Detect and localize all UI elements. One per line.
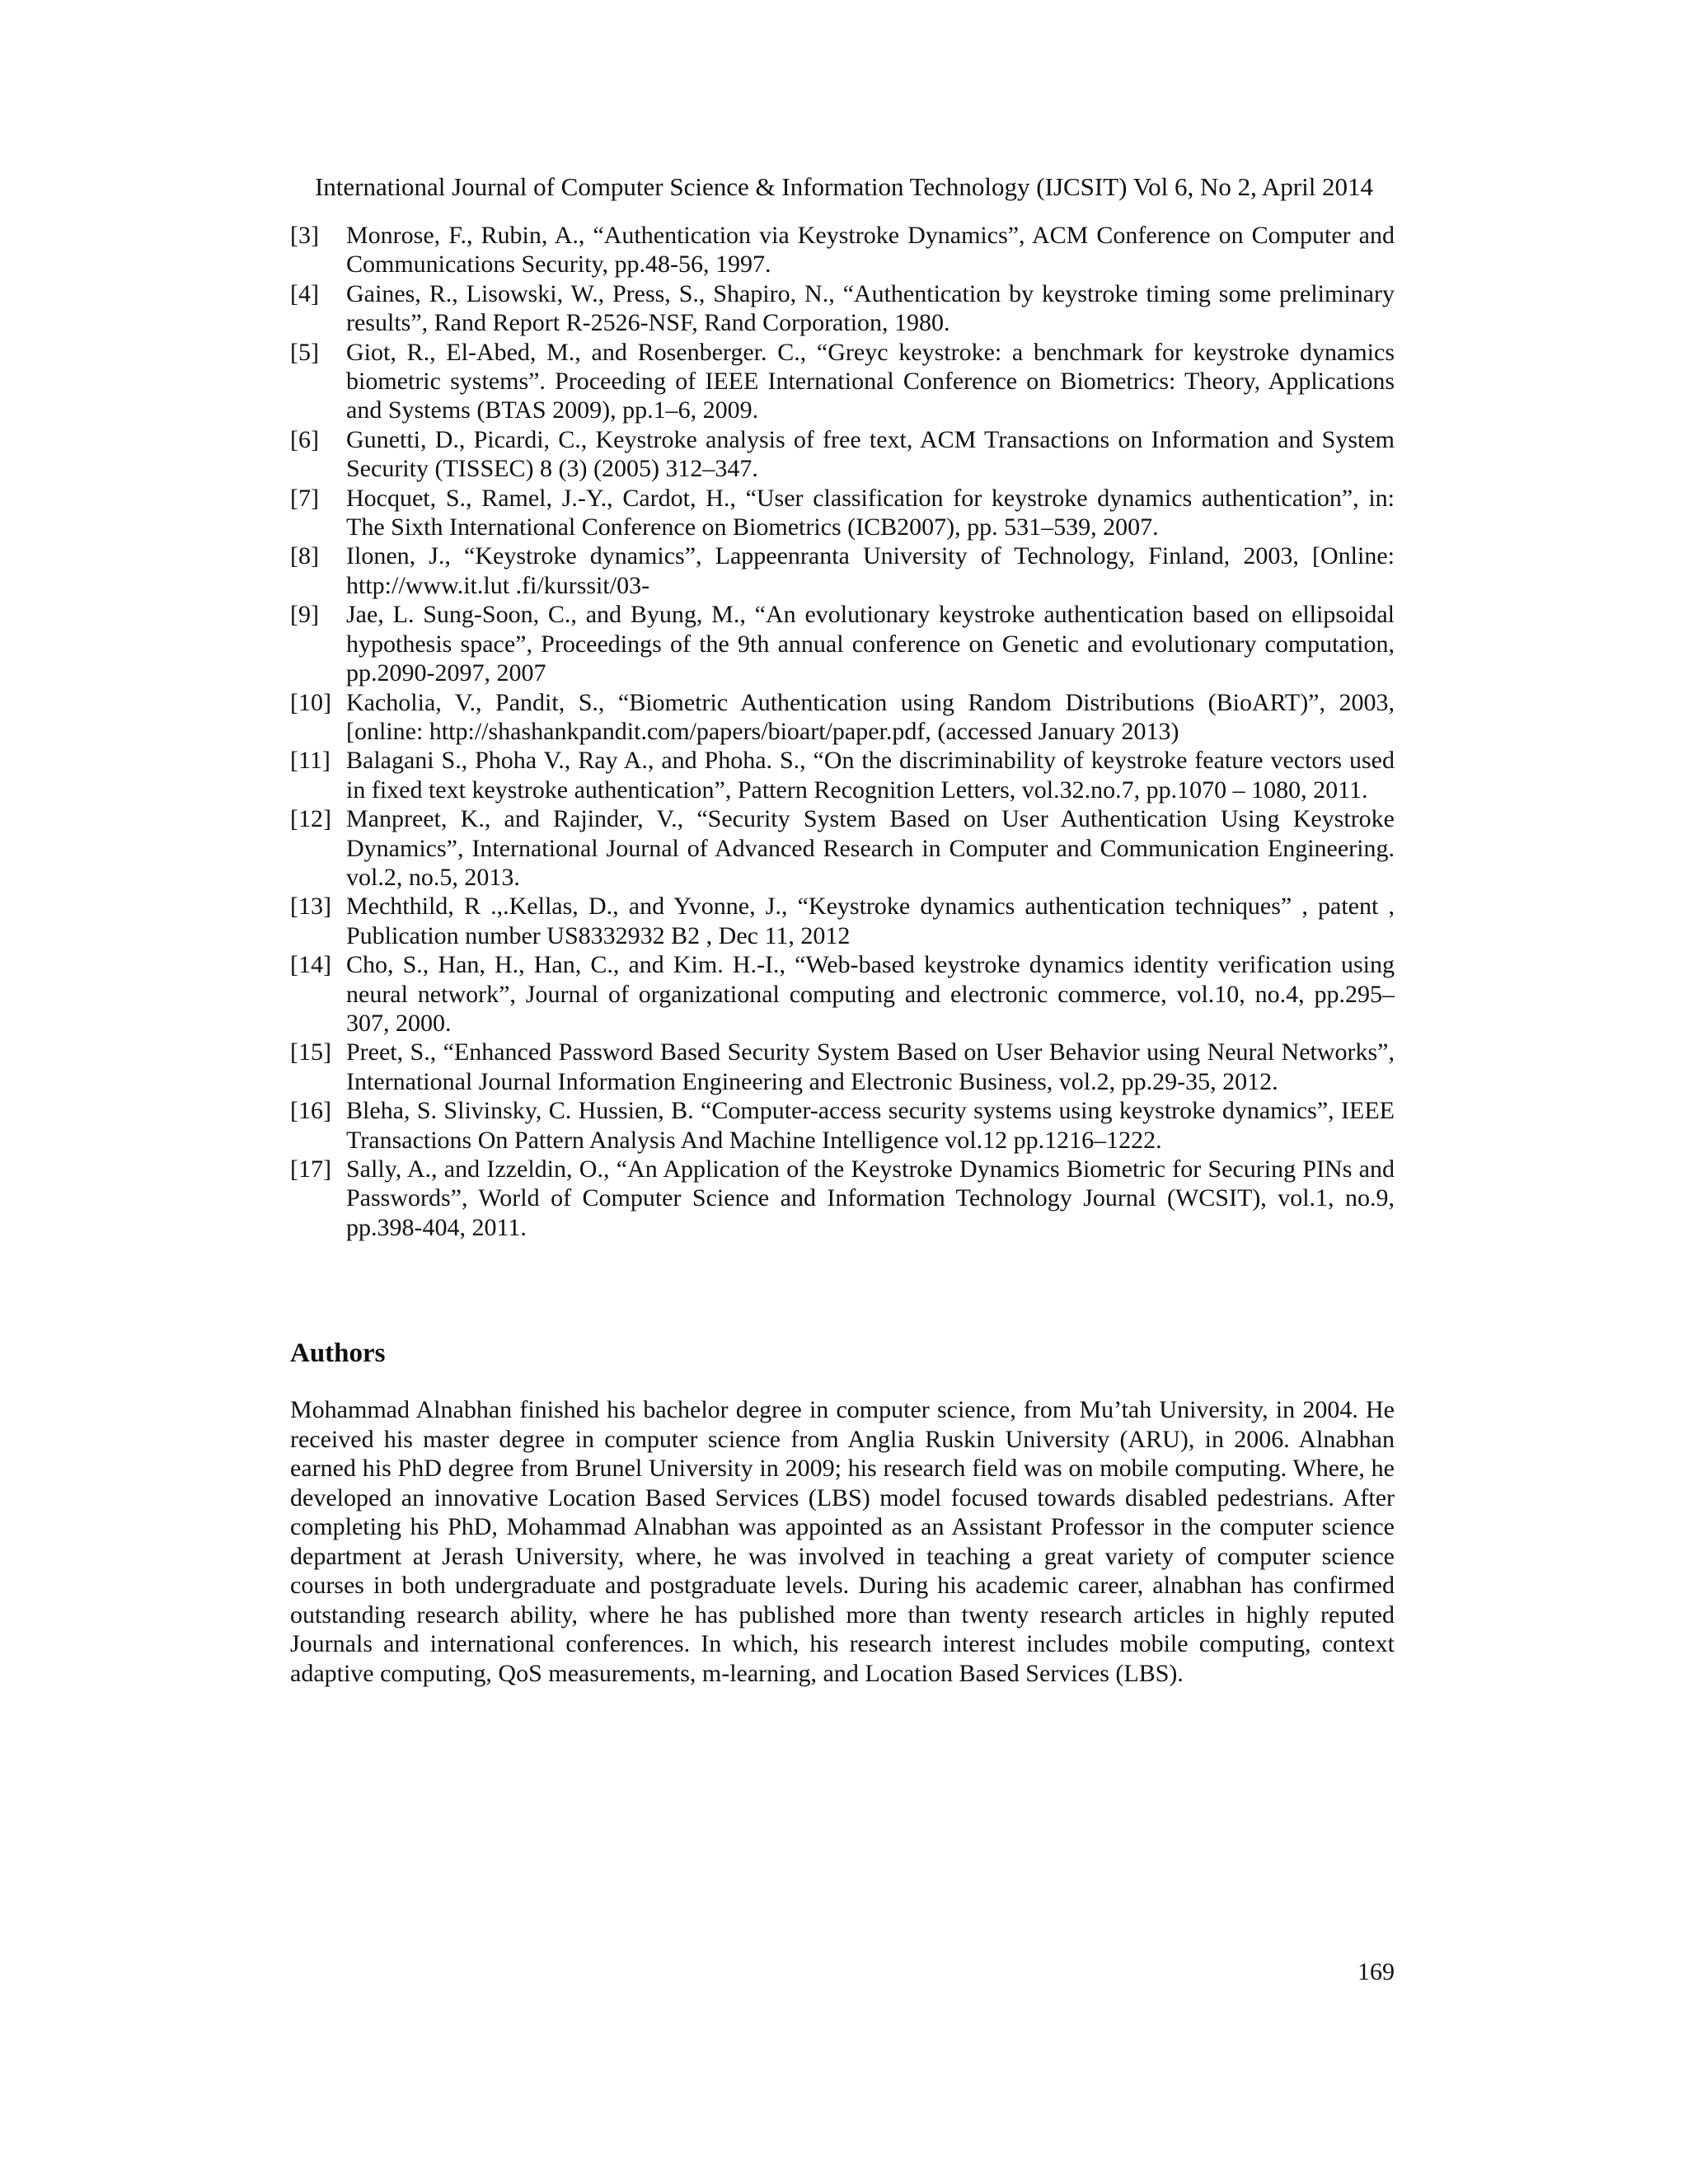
reference-number: [9]	[290, 601, 319, 629]
reference-item	[290, 279, 1395, 338]
reference-item	[290, 600, 1395, 687]
page-number: 169	[1357, 1958, 1395, 1985]
reference-text: Gaines, R., Lisowski, W., Press, S., Shapiro, N., “Authentication by keystroke timing some preliminary results”, Rand Report R-2526-NSF, Rand Corporation, 1980.	[346, 279, 1395, 337]
reference-text: Bleha, S. Slivinsky, C. Hussien, B. “Computer-access security systems using keystroke dynamics”, IEEE Transactions On Pattern Analysis And Machine Intelligence vol.12 pp.1216–1222.	[346, 1097, 1395, 1154]
reference-text: Hocquet, S., Ramel, J.-Y., Cardot, H., “User classification for keystroke dynamics authentication”, in: The Sixth International Conference on Biometrics (ICB2007), pp. 531–539, 2007.	[346, 484, 1395, 541]
reference-text: Gunetti, D., Picardi, C., Keystroke analysis of free text, ACM Transactions on Information and System Security (TISSEC) 8 (3) (2005) 312–347.	[346, 425, 1395, 483]
reference-item	[290, 892, 1395, 950]
reference-number: [8]	[290, 542, 319, 570]
reference-item	[290, 1096, 1395, 1155]
reference-item	[290, 688, 1395, 747]
author-biography: Mohammad Alnabhan finished his bachelor degree in computer science, from Mu’tah University, in 2004. He received his master degree in computer science from Anglia Ruskin University (ARU), in 2006. Alnabhan earned his PhD degree from Brunel University in 2009; his research field was on mobile computing. Where, he developed an innovative Location Based Services (LBS) model focused towards disabled pedestrians. After completing his PhD, Mohammad Alnabhan was appointed as an Assistant Professor in the computer science department at Jerash University, where, he was involved in teaching a great variety of computer science courses in both undergraduate and postgraduate levels. During his academic career, alnabhan has confirmed outstanding research ability, where he has published more than twenty research articles in highly reputed Journals and international conferences. In which, his research interest includes mobile computing, context adaptive computing, QoS measurements, m-learning, and Location Based Services (LBS).	[290, 1396, 1395, 1687]
reference-number: [7]	[290, 484, 319, 512]
reference-text: Mechthild, R .,.Kellas, D., and Yvonne, J., “Keystroke dynamics authentication techniques” , patent , Publication number US8332932 B2 , Dec 11, 2012	[346, 893, 1395, 949]
reference-number: [16]	[290, 1097, 331, 1125]
reference-item	[290, 338, 1395, 425]
authors-heading: Authors	[290, 1338, 386, 1368]
reference-text: Sally, A., and Izzeldin, O., “An Application of the Keystroke Dynamics Biometric for Securing PINs and Passwords”, World of Computer Science and Information Technology Journal (WCSIT), vol.1, no.9, pp.398-404, 2011.	[346, 1155, 1395, 1241]
reference-list	[290, 221, 1395, 1242]
reference-item	[290, 1038, 1395, 1096]
reference-text: Kacholia, V., Pandit, S., “Biometric Authentication using Random Distributions (BioART)”, 2003, [online: http://shashankpandit.com/papers/bioart/paper.pdf, (accessed January 2013)	[346, 688, 1395, 745]
reference-number: [4]	[290, 279, 319, 307]
reference-item	[290, 484, 1395, 542]
reference-item	[290, 746, 1395, 804]
reference-number: [6]	[290, 425, 319, 453]
reference-number: [14]	[290, 951, 331, 979]
reference-item	[290, 541, 1395, 600]
reference-item	[290, 221, 1395, 279]
reference-number: [11]	[290, 747, 331, 775]
reference-text: Balagani S., Phoha V., Ray A., and Phoha. S., “On the discriminability of keystroke feature vectors used in fixed text keystroke authentication”, Pattern Recognition Letters, vol.32.no.7, pp.1070 – 1080, 2011.	[346, 747, 1395, 804]
reference-number: [15]	[290, 1038, 331, 1066]
reference-number: [17]	[290, 1155, 331, 1183]
reference-number: [13]	[290, 893, 331, 921]
reference-text: Cho, S., Han, H., Han, C., and Kim. H.-I., “Web-based keystroke dynamics identity verification using neural network”, Journal of organizational computing and electronic commerce, vol.10, no.4, pp.295–307, 2000.	[346, 951, 1395, 1037]
reference-item	[290, 804, 1395, 892]
reference-text: Ilonen, J., “Keystroke dynamics”, Lappeenranta University of Technology, Finland, 2003, [Online: http://www.it.lut .fi/kurssit/03-	[346, 542, 1395, 599]
reference-text: Jae, L. Sung-Soon, C., and Byung, M., “An evolutionary keystroke authentication based on ellipsoidal hypothesis space”, Proceedings of the 9th annual conference on Genetic and evolutionary computation, pp.2090-2097, 2007	[346, 601, 1395, 687]
reference-item	[290, 425, 1395, 484]
reference-number: [5]	[290, 338, 319, 366]
running-header: International Journal of Computer Science & Information Technology (IJCSIT) Vol 6, No 2, April 2014	[314, 172, 1374, 201]
reference-text: Preet, S., “Enhanced Password Based Security System Based on User Behavior using Neural Networks”, International Journal Information Engineering and Electronic Business, vol.2, pp.29-35, 2012.	[346, 1038, 1395, 1095]
reference-text: Manpreet, K., and Rajinder, V., “Security System Based on User Authentication Using Keystroke Dynamics”, International Journal of Advanced Research in Computer and Communication Engineering. vol.2, no.5, 2013.	[346, 805, 1395, 891]
reference-text: Giot, R., El-Abed, M., and Rosenberger. C., “Greyc keystroke: a benchmark for keystroke dynamics biometric systems”. Proceeding of IEEE International Conference on Biometrics: Theory, Applications and Systems (BTAS 2009), pp.1–6, 2009.	[346, 338, 1395, 424]
reference-number: [10]	[290, 688, 331, 716]
reference-text: Monrose, F., Rubin, A., “Authentication via Keystroke Dynamics”, ACM Conference on Computer and Communications Security, pp.48-56, 1997.	[346, 222, 1395, 279]
reference-number: [12]	[290, 805, 331, 833]
reference-number: [3]	[290, 222, 319, 249]
reference-item	[290, 1155, 1395, 1242]
reference-item	[290, 950, 1395, 1038]
